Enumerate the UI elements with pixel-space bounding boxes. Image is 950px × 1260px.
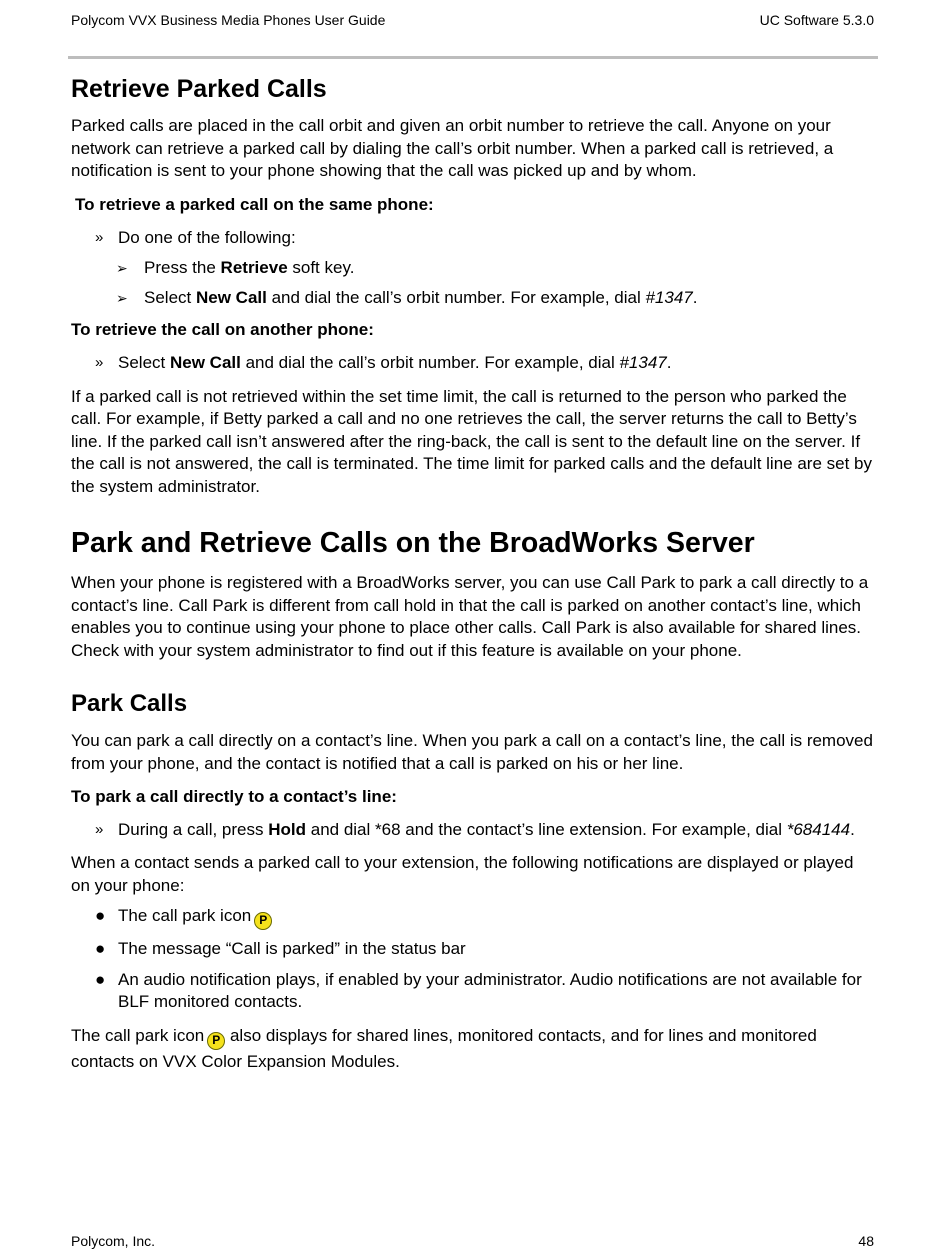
step-text: Do one of the following: xyxy=(118,227,296,247)
procedure-heading: To park a call directly to a contact’s line: xyxy=(71,787,397,806)
procedure-heading: To retrieve the call on another phone: xyxy=(71,319,374,339)
step-item xyxy=(71,227,877,249)
step-item xyxy=(71,352,877,374)
paragraph: When a contact sends a parked call to your extension, the following notifications are displayed or played on your phone: xyxy=(71,853,854,895)
paragraph: When your phone is registered with a BroadWorks server, you can use Call Park to park a call directly to a contact’s line. Call Park is different from call hold in that the call is parked on another contact’s line, which enables you to continue using your phone to place other calls. Call Park is also available for shared lines. Check with your system administrator to find out if this feature is available on your phone. xyxy=(71,573,869,660)
list-item xyxy=(71,969,877,1014)
bullet-marker: ● xyxy=(95,906,106,925)
text: also displays for shared lines, monitored contacts, and for lines and monitored contacts on VVX Color Expansion Modules. xyxy=(71,1025,817,1071)
call-park-icon: P xyxy=(207,1032,225,1050)
example-number: #1347 xyxy=(619,352,667,372)
header-title: Polycom VVX Business Media Phones User Guide xyxy=(71,12,386,28)
text: soft key. xyxy=(287,257,355,277)
softkey-name: New Call xyxy=(169,352,241,372)
section-title-broadworks: Park and Retrieve Calls on the BroadWorks Server xyxy=(71,527,755,559)
page-header xyxy=(71,12,874,32)
text: During a call, press xyxy=(118,820,269,839)
arrow-bullet-icon: ➢ xyxy=(116,259,128,276)
paragraph: You can park a call directly on a contact’s line. When you park a call on a contact’s line, the call is removed from your phone, and the contact is notified that a call is parked on his or her line. xyxy=(71,731,873,773)
step-marker: » xyxy=(95,821,104,838)
text: The call park icon xyxy=(71,1025,205,1045)
text: Press the xyxy=(144,257,221,277)
substep-item xyxy=(71,257,877,279)
list-item-text: The message “Call is parked” in the status bar xyxy=(118,939,466,958)
header-version: UC Software 5.3.0 xyxy=(759,12,874,28)
paragraph: If a parked call is not retrieved within the set time limit, the call is returned to the person who parked the call. For example, if Betty parked a call and no one retrieves the call, the server returns the call to Betty’s line. If the parked call isn’t answered after the ring-back, the call is sent to the default line on the server. If the call is not answered, the call is terminated. The time limit for parked calls and the default line are set by the system administrator. xyxy=(71,386,872,496)
section-title-park-calls: Park Calls xyxy=(71,690,188,717)
header-rule xyxy=(68,56,878,59)
text: and dial the call’s orbit number. For example, dial xyxy=(240,352,620,372)
step-item xyxy=(71,819,877,841)
footer-company: Polycom, Inc. xyxy=(71,1233,156,1249)
list-item-text: An audio notification plays, if enabled by your administrator. Audio notifications are not available for BLF monitored contacts. xyxy=(118,969,862,1011)
example-number: #1347 xyxy=(645,287,693,307)
section-title-retrieve-parked-calls: Retrieve Parked Calls xyxy=(71,75,327,103)
step-marker: » xyxy=(95,353,104,371)
text: Select xyxy=(118,352,170,372)
example-number: *684144 xyxy=(786,820,851,839)
paragraph xyxy=(71,1024,877,1074)
bullet-marker: ● xyxy=(95,939,106,958)
softkey-name: Hold xyxy=(268,820,307,839)
procedure-heading: To retrieve a parked call on the same phone: xyxy=(75,194,434,214)
paragraph: Parked calls are placed in the call orbit and given an orbit number to retrieve the call. Anyone on your network can retrieve a parked call by dialing the call’s orbit number. When a parked call is retrieved, a notification is sent to your phone showing that the call was picked up and by whom. xyxy=(71,116,834,180)
list-item-text: The call park icon xyxy=(118,906,252,925)
text: and dial *68 and the contact’s line extension. For example, dial xyxy=(306,820,787,839)
arrow-bullet-icon: ➢ xyxy=(116,289,128,306)
text: and dial the call’s orbit number. For example, dial xyxy=(266,287,646,307)
text: . xyxy=(666,352,672,372)
page-number: 48 xyxy=(858,1233,874,1249)
substep-item xyxy=(71,287,877,309)
text: . xyxy=(692,287,698,307)
text: . xyxy=(850,820,855,839)
call-park-icon: P xyxy=(254,912,272,930)
list-item xyxy=(71,938,877,961)
softkey-name: Retrieve xyxy=(220,257,288,277)
text: Select xyxy=(144,287,196,307)
page-footer xyxy=(71,1233,874,1249)
page-content xyxy=(71,72,877,1074)
list-item xyxy=(71,905,877,930)
bullet-marker: ● xyxy=(95,969,106,989)
softkey-name: New Call xyxy=(195,287,267,307)
step-marker: » xyxy=(95,228,104,246)
